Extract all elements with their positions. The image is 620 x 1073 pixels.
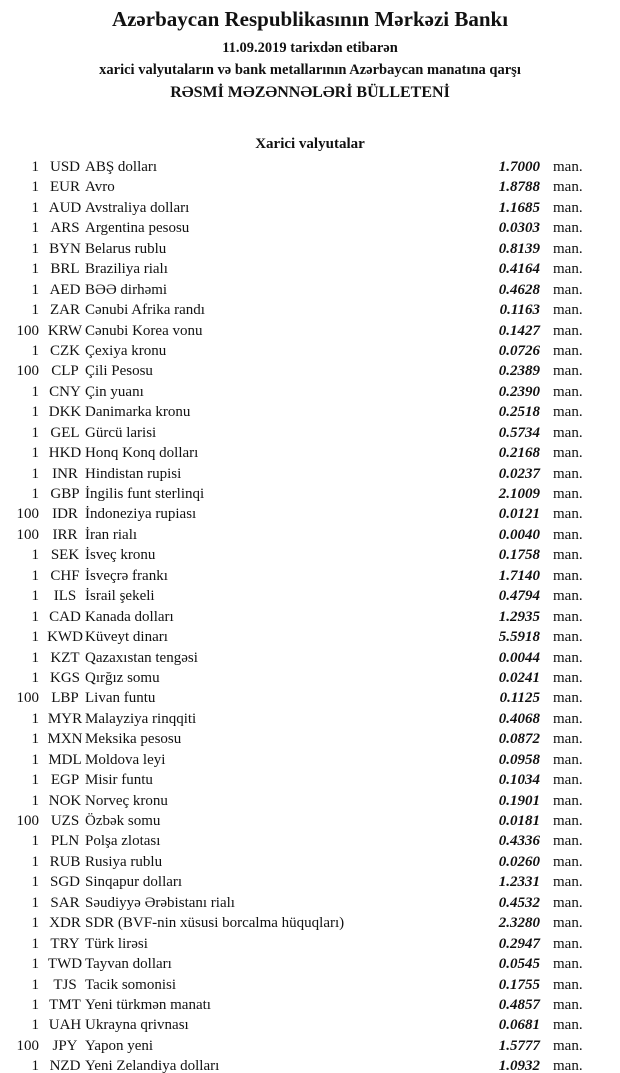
currency-amount: 1 xyxy=(31,302,39,319)
currency-rate: 0.1758 xyxy=(498,547,540,564)
currency-name: Ukrayna qrivnası xyxy=(85,1017,189,1034)
currency-row xyxy=(0,300,620,320)
currency-name: Avro xyxy=(85,179,115,196)
currency-amount: 1 xyxy=(31,159,39,175)
currency-code: CAD xyxy=(49,608,81,625)
currency-rate: 0.4857 xyxy=(498,996,540,1013)
currency-name: Danimarka kronu xyxy=(85,404,191,421)
currency-name: Braziliya rialı xyxy=(85,261,168,278)
currency-unit-label: man. xyxy=(553,240,583,257)
currency-name: Küveyt dinarı xyxy=(85,629,168,646)
currency-amount: 1 xyxy=(31,588,39,605)
currency-rate: 0.0545 xyxy=(498,956,540,973)
currency-name: Livan funtu xyxy=(85,690,156,707)
currency-row xyxy=(0,341,620,361)
currency-unit-label: man. xyxy=(553,281,583,298)
currency-row xyxy=(0,443,620,463)
currency-code: GBP xyxy=(50,486,80,502)
currency-rate: 1.8788 xyxy=(498,179,540,196)
currency-unit-label: man. xyxy=(553,833,583,850)
currency-name: Gürcü larisi xyxy=(85,424,157,441)
currency-name: Argentina pesosu xyxy=(85,220,190,237)
currency-code: NOK xyxy=(48,792,82,809)
currency-amount: 1 xyxy=(31,772,39,789)
currency-unit-label: man. xyxy=(553,159,583,175)
currency-name: Özbək somu xyxy=(85,813,161,829)
currency-amount: 1 xyxy=(31,179,39,196)
currency-rate: 0.0681 xyxy=(498,1017,540,1034)
currency-unit-label: man. xyxy=(553,199,583,216)
currency-rate: 0.5734 xyxy=(498,424,540,441)
currency-amount: 1 xyxy=(31,547,39,564)
currency-row xyxy=(0,995,620,1015)
currency-name: İran rialı xyxy=(85,526,138,543)
currency-code: KRW xyxy=(47,322,83,339)
currency-rate: 0.4794 xyxy=(498,588,540,605)
currency-unit-label: man. xyxy=(553,853,583,870)
currency-rate: 1.2935 xyxy=(498,608,540,625)
currency-row xyxy=(0,586,620,606)
currency-row xyxy=(0,893,620,913)
currency-unit-label: man. xyxy=(553,649,583,666)
currency-row xyxy=(0,239,620,259)
currency-code: ARS xyxy=(50,220,80,237)
currency-code: UAH xyxy=(48,1017,82,1034)
currency-rates-table xyxy=(0,157,620,1073)
currency-rate: 0.0260 xyxy=(498,853,540,870)
currency-rate: 1.1685 xyxy=(498,199,540,216)
currency-amount: 1 xyxy=(31,629,39,646)
currency-amount: 1 xyxy=(31,915,39,932)
currency-name: Malayziya rinqqiti xyxy=(85,710,197,727)
currency-code: PLN xyxy=(50,833,80,850)
currency-code: TMT xyxy=(49,996,81,1013)
currency-name: Cənubi Korea vonu xyxy=(85,322,203,339)
currency-name: Türk lirəsi xyxy=(85,935,148,952)
currency-unit-label: man. xyxy=(553,935,583,952)
currency-name: İsrail şekeli xyxy=(85,588,155,605)
currency-amount: 1 xyxy=(31,874,39,891)
currency-code: TJS xyxy=(53,976,77,993)
currency-rate: 0.1034 xyxy=(498,772,540,789)
currency-amount: 1 xyxy=(31,1017,39,1034)
currency-rate: 0.1755 xyxy=(498,976,540,993)
currency-rate: 0.0726 xyxy=(498,342,540,359)
currency-code: EUR xyxy=(50,179,80,196)
currency-amount: 100 xyxy=(16,690,39,707)
currency-rate: 0.0872 xyxy=(498,731,540,748)
currency-code: CNY xyxy=(49,383,81,400)
currency-code: KZT xyxy=(50,649,80,666)
currency-amount: 1 xyxy=(31,240,39,257)
currency-name: Səudiyyə Ərəbistanı rialı xyxy=(85,894,235,911)
currency-name: Moldova leyi xyxy=(85,751,166,768)
currency-code: ILS xyxy=(53,588,77,605)
currency-row xyxy=(0,402,620,422)
currency-name: BƏƏ dirhəmi xyxy=(85,281,168,298)
currency-rate: 1.0932 xyxy=(498,1058,540,1073)
currency-row xyxy=(0,729,620,749)
section-title-foreign-currencies: Xarici valyutalar xyxy=(255,136,365,152)
currency-amount: 1 xyxy=(31,261,39,278)
currency-amount: 1 xyxy=(31,281,39,298)
currency-row xyxy=(0,423,620,443)
currency-row xyxy=(0,361,620,381)
currency-amount: 1 xyxy=(31,853,39,870)
currency-name: Rusiya rublu xyxy=(85,853,163,870)
currency-name: Tacik somonisi xyxy=(85,976,177,993)
currency-name: Polşa zlotası xyxy=(85,833,161,850)
currency-name: Yeni Zelandiya dolları xyxy=(85,1058,220,1073)
currency-name: Yapon yeni xyxy=(85,1037,154,1054)
currency-amount: 1 xyxy=(31,956,39,973)
currency-name: İsveçrə frankı xyxy=(85,567,168,584)
currency-row xyxy=(0,177,620,197)
currency-unit-label: man. xyxy=(553,261,583,278)
currency-unit-label: man. xyxy=(553,772,583,789)
currency-row xyxy=(0,913,620,933)
currency-code: KWD xyxy=(47,629,83,646)
currency-code: EGP xyxy=(50,772,80,789)
currency-amount: 1 xyxy=(31,220,39,237)
currency-unit-label: man. xyxy=(553,179,583,196)
currency-code: MDL xyxy=(48,751,82,768)
currency-rate: 0.8139 xyxy=(498,240,540,257)
currency-amount: 1 xyxy=(31,445,39,462)
currency-name: SDR (BVF-nin xüsusi borcalma hüquqları) xyxy=(85,915,345,932)
currency-code: SEK xyxy=(50,547,80,564)
currency-rate: 0.0181 xyxy=(498,813,540,829)
currency-rate: 0.0040 xyxy=(498,526,540,543)
currency-amount: 1 xyxy=(31,894,39,911)
bank-title: Azərbaycan Respublikasının Mərkəzi Bankı xyxy=(111,7,509,31)
currency-unit-label: man. xyxy=(553,486,583,502)
currency-code: TRY xyxy=(50,935,80,952)
currency-unit-label: man. xyxy=(553,302,583,319)
currency-row xyxy=(0,218,620,238)
currency-unit-label: man. xyxy=(553,322,583,339)
currency-row xyxy=(0,811,620,831)
currency-rate: 1.7140 xyxy=(498,567,540,584)
currency-code: CLP xyxy=(51,363,79,380)
currency-row xyxy=(0,750,620,770)
currency-amount: 1 xyxy=(31,731,39,748)
currency-amount: 1 xyxy=(31,935,39,952)
currency-unit-label: man. xyxy=(553,342,583,359)
currency-rate: 0.1125 xyxy=(499,690,540,707)
currency-unit-label: man. xyxy=(553,813,583,829)
currency-unit-label: man. xyxy=(553,588,583,605)
currency-amount: 1 xyxy=(31,567,39,584)
currency-rate: 0.2168 xyxy=(498,445,540,462)
currency-unit-label: man. xyxy=(553,731,583,748)
currency-amount: 1 xyxy=(31,424,39,441)
currency-code: ZAR xyxy=(50,302,80,319)
currency-name: Cənubi Afrika randı xyxy=(85,302,205,319)
currency-amount: 1 xyxy=(31,199,39,216)
currency-rate: 0.0303 xyxy=(498,220,540,237)
currency-amount: 1 xyxy=(31,669,39,686)
currency-code: RUB xyxy=(49,853,81,870)
currency-rate: 0.4068 xyxy=(498,710,540,727)
currency-rate: 0.0044 xyxy=(498,649,540,666)
currency-amount: 1 xyxy=(31,608,39,625)
currency-unit-label: man. xyxy=(553,1017,583,1034)
currency-rate: 0.2390 xyxy=(498,383,540,400)
currency-row xyxy=(0,975,620,995)
currency-name: Tayvan dolları xyxy=(85,956,172,973)
currency-name: Belarus rublu xyxy=(85,240,167,257)
currency-amount: 100 xyxy=(16,363,39,380)
currency-name: Yeni türkmən manatı xyxy=(85,996,211,1013)
currency-rate: 2.3280 xyxy=(498,915,540,932)
currency-code: MXN xyxy=(47,731,83,748)
currency-unit-label: man. xyxy=(553,976,583,993)
currency-unit-label: man. xyxy=(553,792,583,809)
currency-amount: 1 xyxy=(31,751,39,768)
currency-unit-label: man. xyxy=(553,751,583,768)
currency-name: İngilis funt sterlinqi xyxy=(85,486,205,502)
currency-code: LBP xyxy=(51,690,79,707)
currency-rate: 0.1427 xyxy=(498,322,540,339)
currency-unit-label: man. xyxy=(553,220,583,237)
currency-row xyxy=(0,627,620,647)
currency-unit-label: man. xyxy=(553,445,583,462)
currency-row xyxy=(0,872,620,892)
currency-unit-label: man. xyxy=(553,690,583,707)
bulletin-title: RƏSMİ MƏZƏNNƏLƏRİ BÜLLETENİ xyxy=(170,84,450,101)
currency-code: BYN xyxy=(49,240,81,257)
currency-rate: 0.4628 xyxy=(498,281,540,298)
currency-row xyxy=(0,545,620,565)
currency-name: Norveç kronu xyxy=(85,792,168,809)
currency-code: GEL xyxy=(50,424,80,441)
currency-amount: 100 xyxy=(16,526,39,543)
currency-code: AUD xyxy=(48,199,82,216)
currency-row xyxy=(0,382,620,402)
currency-amount: 1 xyxy=(31,996,39,1013)
currency-row xyxy=(0,668,620,688)
currency-row xyxy=(0,954,620,974)
currency-rate: 0.0237 xyxy=(498,465,540,482)
currency-amount: 1 xyxy=(31,792,39,809)
currency-code: BRL xyxy=(50,261,80,278)
currency-row xyxy=(0,934,620,954)
currency-amount: 1 xyxy=(31,383,39,400)
currency-row xyxy=(0,484,620,504)
currency-code: DKK xyxy=(48,404,82,421)
currency-rate: 1.7000 xyxy=(498,159,540,175)
currency-rate: 1.2331 xyxy=(498,874,540,891)
currency-code: IRR xyxy=(52,526,78,543)
currency-amount: 1 xyxy=(31,833,39,850)
currency-rate: 2.1009 xyxy=(498,486,540,502)
currency-rate: 0.1901 xyxy=(498,792,540,809)
currency-code: AED xyxy=(49,281,81,298)
currency-unit-label: man. xyxy=(553,363,583,380)
currency-unit-label: man. xyxy=(553,383,583,400)
currency-row xyxy=(0,280,620,300)
currency-row xyxy=(0,607,620,627)
currency-name: Sinqapur dolları xyxy=(85,874,183,891)
currency-name: Hindistan rupisi xyxy=(85,465,182,482)
currency-unit-label: man. xyxy=(553,567,583,584)
currency-code: IDR xyxy=(52,506,78,523)
currency-rate: 5.5918 xyxy=(498,629,540,646)
currency-name: Kanada dolları xyxy=(85,608,174,625)
currency-code: KGS xyxy=(49,669,80,686)
currency-name: Çexiya kronu xyxy=(85,342,167,359)
currency-amount: 1 xyxy=(31,342,39,359)
currency-amount: 100 xyxy=(16,322,39,339)
currency-row xyxy=(0,464,620,484)
currency-code: UZS xyxy=(50,813,80,829)
currency-row xyxy=(0,1056,620,1073)
currency-name: Misir funtu xyxy=(85,772,153,789)
currency-code: USD xyxy=(49,159,80,175)
currency-unit-label: man. xyxy=(553,669,583,686)
effective-date-line: 11.09.2019 tarixdən etibarən xyxy=(222,40,398,56)
currency-row xyxy=(0,648,620,668)
currency-unit-label: man. xyxy=(553,547,583,564)
currency-name: Avstraliya dolları xyxy=(85,199,190,216)
currency-unit-label: man. xyxy=(553,710,583,727)
currency-name: İndoneziya rupiası xyxy=(85,506,197,523)
currency-code: TWD xyxy=(47,956,83,973)
currency-rate: 0.0241 xyxy=(498,669,540,686)
currency-rate: 0.4532 xyxy=(498,894,540,911)
currency-unit-label: man. xyxy=(553,915,583,932)
currency-name: Meksika pesosu xyxy=(85,731,182,748)
currency-amount: 100 xyxy=(16,1037,39,1054)
currency-rate: 0.2518 xyxy=(498,404,540,421)
currency-code: SGD xyxy=(49,874,80,891)
currency-row xyxy=(0,791,620,811)
currency-code: MYR xyxy=(47,710,83,727)
currency-name: İsveç kronu xyxy=(85,547,156,564)
currency-rate: 0.4336 xyxy=(498,833,540,850)
currency-name: Çili Pesosu xyxy=(85,363,153,380)
currency-code: NZD xyxy=(49,1058,81,1073)
currency-code: CZK xyxy=(50,342,80,359)
currency-amount: 1 xyxy=(31,486,39,502)
currency-code: JPY xyxy=(52,1037,78,1054)
subtitle-line: xarici valyutaların və bank metallarının Azərbaycan manatına qarşı xyxy=(99,62,521,78)
currency-row xyxy=(0,831,620,851)
document-header xyxy=(0,0,620,104)
currency-unit-label: man. xyxy=(553,629,583,646)
currency-code: CHF xyxy=(50,567,80,584)
currency-row xyxy=(0,321,620,341)
currency-code: HKD xyxy=(48,445,82,462)
currency-amount: 100 xyxy=(16,813,39,829)
currency-unit-label: man. xyxy=(553,894,583,911)
currency-row xyxy=(0,259,620,279)
currency-unit-label: man. xyxy=(553,956,583,973)
currency-rate: 0.2947 xyxy=(498,935,540,952)
currency-row xyxy=(0,688,620,708)
currency-unit-label: man. xyxy=(553,506,583,523)
currency-name: Honq Konq dolları xyxy=(85,445,199,462)
currency-amount: 1 xyxy=(31,465,39,482)
currency-code: XDR xyxy=(49,915,81,932)
currency-row xyxy=(0,1036,620,1056)
currency-unit-label: man. xyxy=(553,465,583,482)
currency-row xyxy=(0,1015,620,1035)
currency-unit-label: man. xyxy=(553,608,583,625)
currency-rate: 1.5777 xyxy=(498,1037,540,1054)
currency-row xyxy=(0,157,620,177)
currency-row xyxy=(0,852,620,872)
currency-name: Çin yuanı xyxy=(85,383,144,400)
currency-code: SAR xyxy=(50,894,80,911)
currency-amount: 1 xyxy=(31,1058,39,1073)
currency-amount: 1 xyxy=(31,404,39,421)
currency-unit-label: man. xyxy=(553,996,583,1013)
currency-rate: 0.1163 xyxy=(499,302,540,319)
currency-name: ABŞ dolları xyxy=(85,159,158,175)
currency-row xyxy=(0,525,620,545)
currency-amount: 1 xyxy=(31,649,39,666)
currency-rate: 0.0958 xyxy=(498,751,540,768)
currency-unit-label: man. xyxy=(553,1037,583,1054)
currency-unit-label: man. xyxy=(553,1058,583,1073)
currency-row xyxy=(0,709,620,729)
currency-unit-label: man. xyxy=(553,404,583,421)
currency-rate: 0.0121 xyxy=(498,506,540,523)
currency-amount: 1 xyxy=(31,976,39,993)
currency-unit-label: man. xyxy=(553,874,583,891)
currency-name: Qırğız somu xyxy=(85,669,160,686)
currency-row xyxy=(0,566,620,586)
currency-unit-label: man. xyxy=(553,526,583,543)
currency-row xyxy=(0,504,620,524)
currency-code: INR xyxy=(52,465,78,482)
currency-amount: 100 xyxy=(16,506,39,523)
currency-unit-label: man. xyxy=(553,424,583,441)
currency-rate: 0.4164 xyxy=(498,261,540,278)
currency-amount: 1 xyxy=(31,710,39,727)
currency-name: Qazaxıstan tengəsi xyxy=(85,649,198,666)
currency-row xyxy=(0,198,620,218)
currency-rate: 0.2389 xyxy=(498,363,540,380)
currency-row xyxy=(0,770,620,790)
